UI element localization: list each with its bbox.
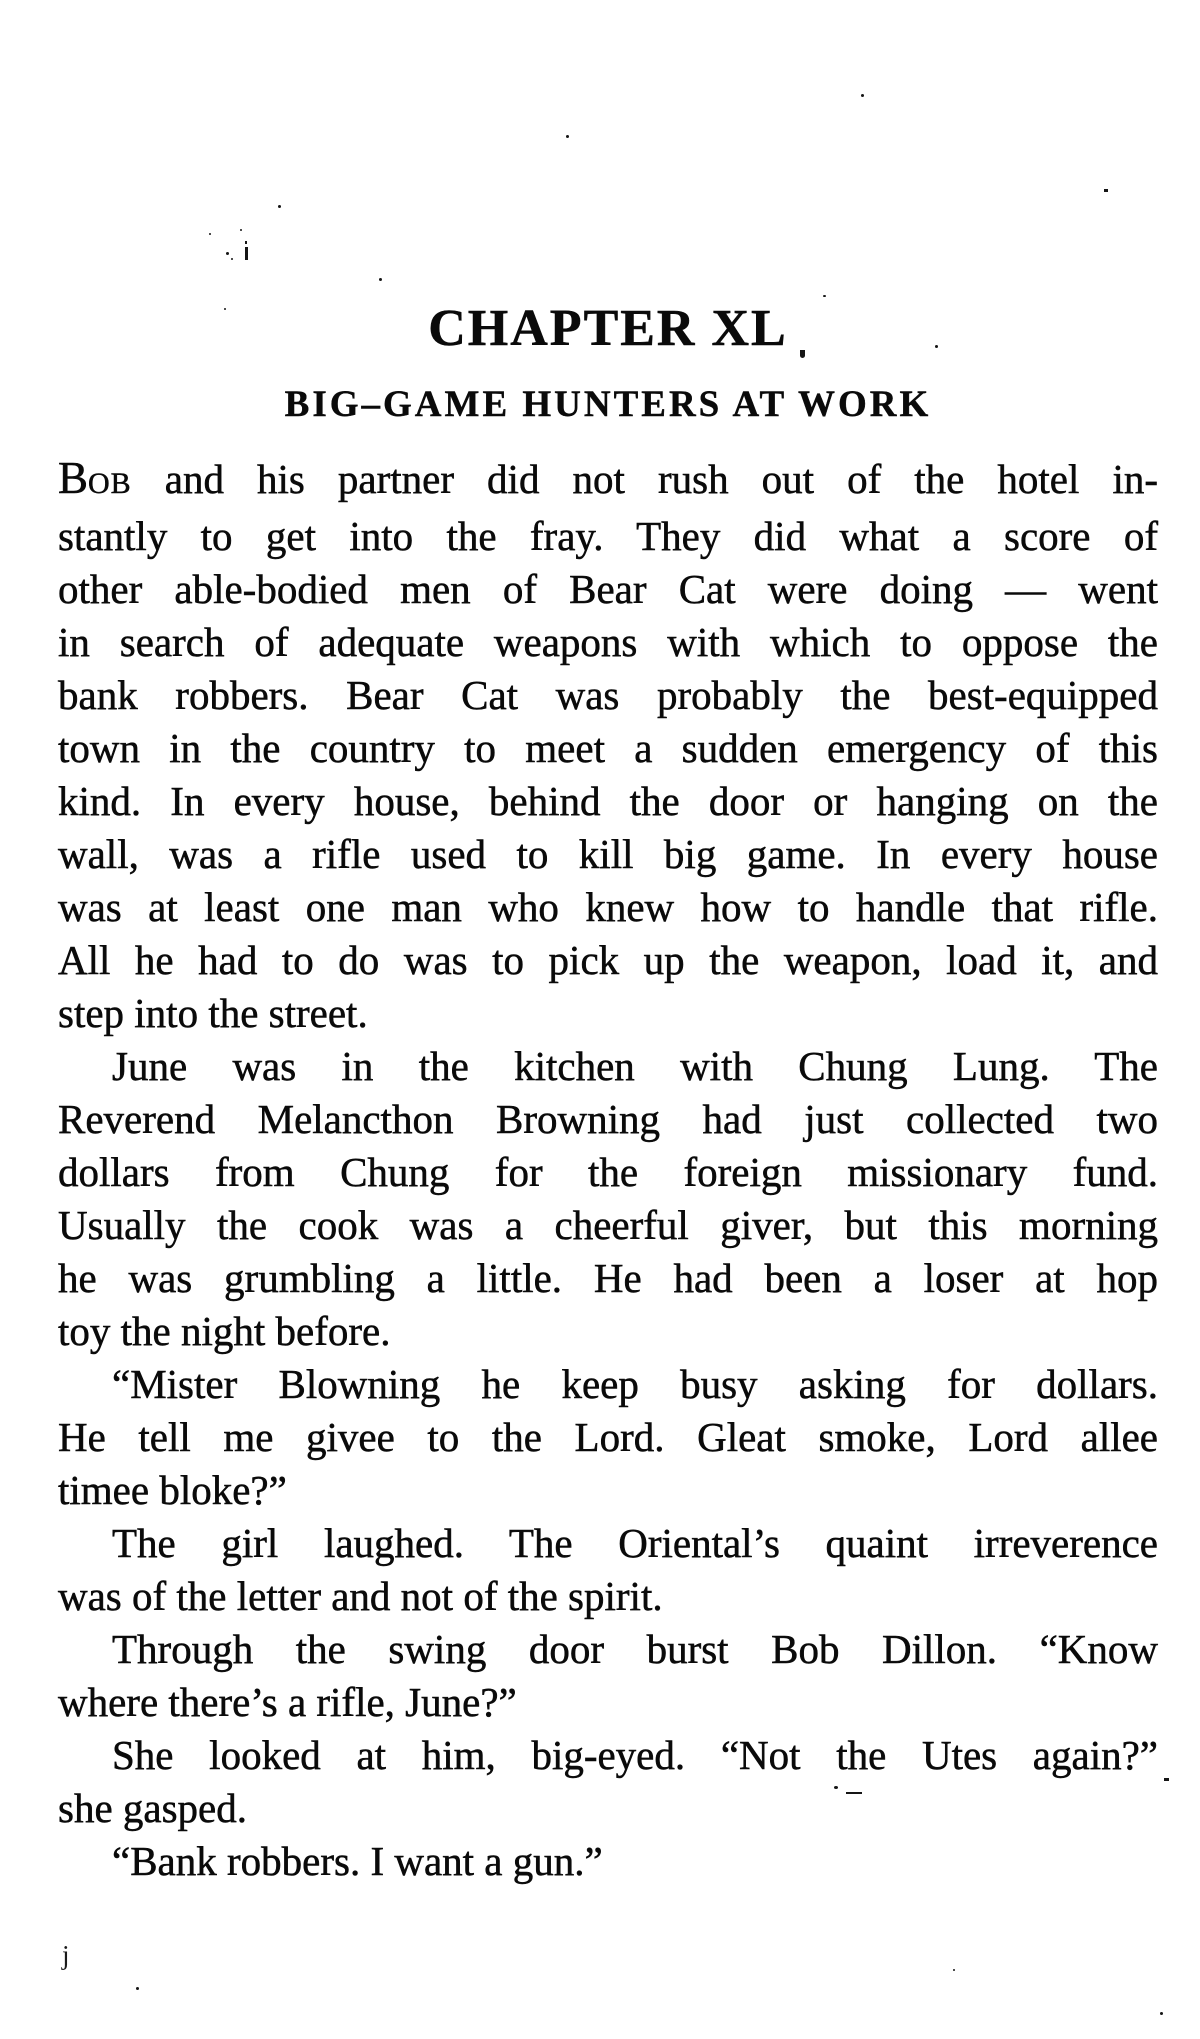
text-line: wall, was a rifle used to kill big game. In every house xyxy=(58,831,1158,877)
scan-artifact xyxy=(1164,1778,1169,1781)
scan-artifact xyxy=(245,241,247,244)
scan-artifact xyxy=(823,295,826,297)
text-line: where there’s a rifle, June?” xyxy=(58,1679,517,1725)
text-line: Reverend Melancthon Browning had just collected two xyxy=(58,1096,1158,1142)
scan-artifact xyxy=(935,345,938,348)
text-line: He tell me givee to the Lord. Gleat smoke, Lord allee xyxy=(58,1414,1158,1460)
text-line: June was in the kitchen with Chung Lung. The xyxy=(112,1043,1158,1089)
text-line: dollars from Chung for the foreign missionary fund. xyxy=(58,1149,1158,1195)
text-line: The girl laughed. The Oriental’s quaint irreverence xyxy=(112,1520,1158,1566)
text-line: bank robbers. Bear Cat was probably the best-equipped xyxy=(58,672,1158,718)
text-line: other able-bodied men of Bear Cat were doing — went xyxy=(58,566,1158,612)
section-title: BIG–GAME HUNTERS AT WORK xyxy=(284,384,932,425)
text-line: toy the night before. xyxy=(58,1308,391,1354)
scan-artifact xyxy=(846,1792,862,1794)
scan-artifact xyxy=(226,252,229,255)
scan-artifact xyxy=(834,1786,838,1789)
text-line: Usually the cook was a cheerful giver, but this morning xyxy=(58,1202,1158,1248)
text-line: was at least one man who knew how to handle that rifle. xyxy=(58,884,1158,930)
scan-artifact xyxy=(231,258,233,260)
text-line: “Bank robbers. I want a gun.” xyxy=(112,1838,603,1884)
scan-artifact xyxy=(136,1987,139,1990)
text-line: was of the letter and not of the spirit. xyxy=(58,1573,663,1619)
scan-artifact xyxy=(240,229,242,231)
text-line: She looked at him, big-eyed. “Not the Utes again?” xyxy=(112,1732,1158,1778)
text-line: timee bloke?” xyxy=(58,1467,287,1513)
text-line: “Mister Blowning he keep busy asking for dollars. xyxy=(112,1361,1158,1407)
chapter-title: CHAPTER XL xyxy=(428,300,788,357)
text-line: Through the swing door burst Bob Dillon. “Know xyxy=(112,1626,1158,1672)
text-line: town in the country to meet a sudden emergency of this xyxy=(58,725,1158,771)
scan-artifact xyxy=(800,350,805,358)
scan-artifact xyxy=(245,247,248,260)
scan-artifact xyxy=(1104,189,1108,192)
scan-artifact xyxy=(278,205,281,208)
scan-artifact xyxy=(566,135,569,138)
text-line: she gasped. xyxy=(58,1785,248,1831)
scan-artifact-j: j xyxy=(62,1940,70,1970)
scan-artifact xyxy=(861,94,864,97)
opening-line-rest: and his partner did not rush out of the hotel in- xyxy=(131,456,1158,502)
scan-artifact xyxy=(224,308,226,310)
text-line: step into the street. xyxy=(58,990,368,1036)
text-line: stantly to get into the fray. They did what a score of xyxy=(58,513,1158,559)
text-line: All he had to do was to pick up the weapon, load it, and xyxy=(58,937,1158,983)
text-line: kind. In every house, behind the door or hanging on the xyxy=(58,778,1158,824)
body-text xyxy=(58,452,1158,1888)
text-line: he was grumbling a little. He had been a loser at hop xyxy=(58,1255,1158,1301)
opening-initial-cap: B xyxy=(58,453,89,503)
opening-small-caps: OB xyxy=(88,467,132,500)
scan-artifact xyxy=(1160,2012,1163,2015)
text-line: in search of adequate weapons with which to oppose the xyxy=(58,619,1158,665)
scan-artifact xyxy=(209,233,211,235)
scan-artifact xyxy=(953,1969,955,1971)
scan-artifact xyxy=(379,278,382,281)
text-line-opening xyxy=(58,452,1158,510)
